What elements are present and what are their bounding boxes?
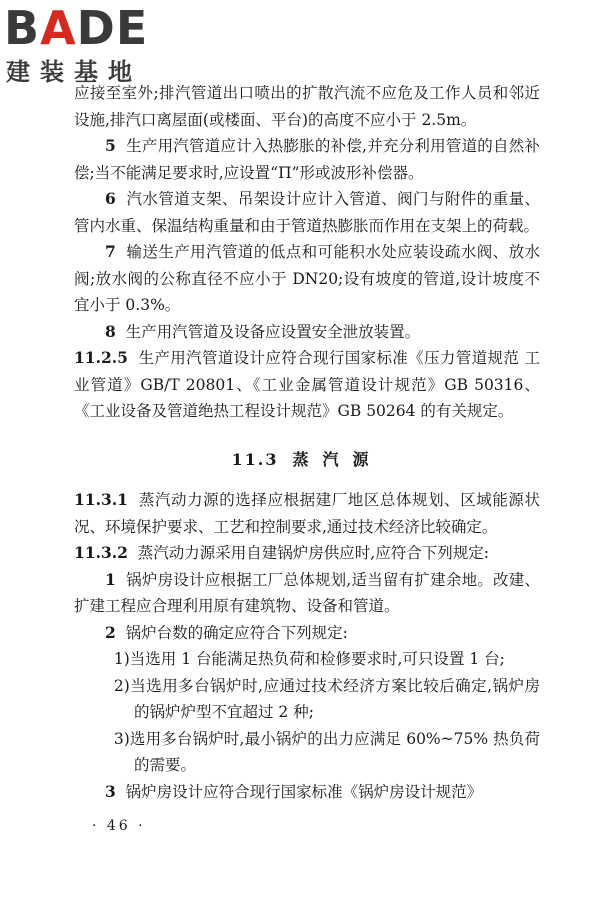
paragraph-continued: 应接至室外;排汽管道出口喷出的扩散汽流不应危及工作人员和邻近设施,排汽口离屋面(或楼面、平台)的高度不应小于 2.5m。 xyxy=(74,84,540,129)
item-3: 3 锅炉房设计应符合现行国家标准《锅炉房设计规范》 xyxy=(105,781,483,801)
clause-11-2-5: 11.2.5 生产用汽管道设计应符合现行国家标准《压力管道规范 工业管道》GB/T 20801、《工业金属管道设计规范》GB 50316、《工业设备及管道绝热工程设计规范》GB 50264 的有关规定。 xyxy=(74,348,540,420)
item-5: 5 生产用汽管道应计入热膨胀的补偿,并充分利用管道的自然补偿;当不能满足要求时,应设置“Π”形或波形补偿器。 xyxy=(74,136,540,182)
item-1: 1 锅炉房设计应根据工厂总体规划,适当留有扩建余地。改建、扩建工程应合理利用原有建筑物、设备和管道。 xyxy=(74,569,540,615)
clause-11-3-2: 11.3.2 蒸汽动力源采用自建锅炉房供应时,应符合下列规定: xyxy=(74,543,489,562)
page-number: · 46 · xyxy=(92,818,146,834)
clause-11-3-1: 11.3.1 蒸汽动力源的选择应根据建厂地区总体规划、区域能源状况、环境保护要求、工艺和控制要求,通过技术经济比较确定。 xyxy=(74,490,540,536)
section-heading: 11.3 蒸汽源 xyxy=(231,449,383,469)
item-7: 7 输送生产用汽管道的低点和可能积水处应装设疏水阀、放水阀;放水阀的公称直径不应小于 DN20;设有坡度的管道,设计坡度不宜小于 0.3%。 xyxy=(74,242,540,314)
bade-logo xyxy=(4,2,179,88)
item-8: 8 生产用汽管道及设备应设置安全泄放装置。 xyxy=(105,321,421,341)
logo-wordmark: BADE xyxy=(4,1,149,55)
sub-item-2: 2)当选用多台锅炉时,应通过技术经济方案比较后确定,锅炉房的锅炉炉型不宜超过 2 种; xyxy=(113,676,540,721)
document-body xyxy=(74,80,540,805)
item-6: 6 汽水管道支架、吊架设计应计入管道、阀门与附件的重量、管内水重、保温结构重量和由于管道热膨胀而作用在支架上的荷载。 xyxy=(74,189,540,235)
sub-item-1: 1)当选用 1 台能满足热负荷和检修要求时,可只设置 1 台; xyxy=(113,650,505,668)
logo-subtitle: 建装基地 xyxy=(6,58,142,86)
item-2: 2 锅炉台数的确定应符合下列规定: xyxy=(105,622,348,642)
sub-item-3: 3)选用多台锅炉时,最小锅炉的出力应满足 60%~75% 热负荷的需要。 xyxy=(113,729,540,774)
